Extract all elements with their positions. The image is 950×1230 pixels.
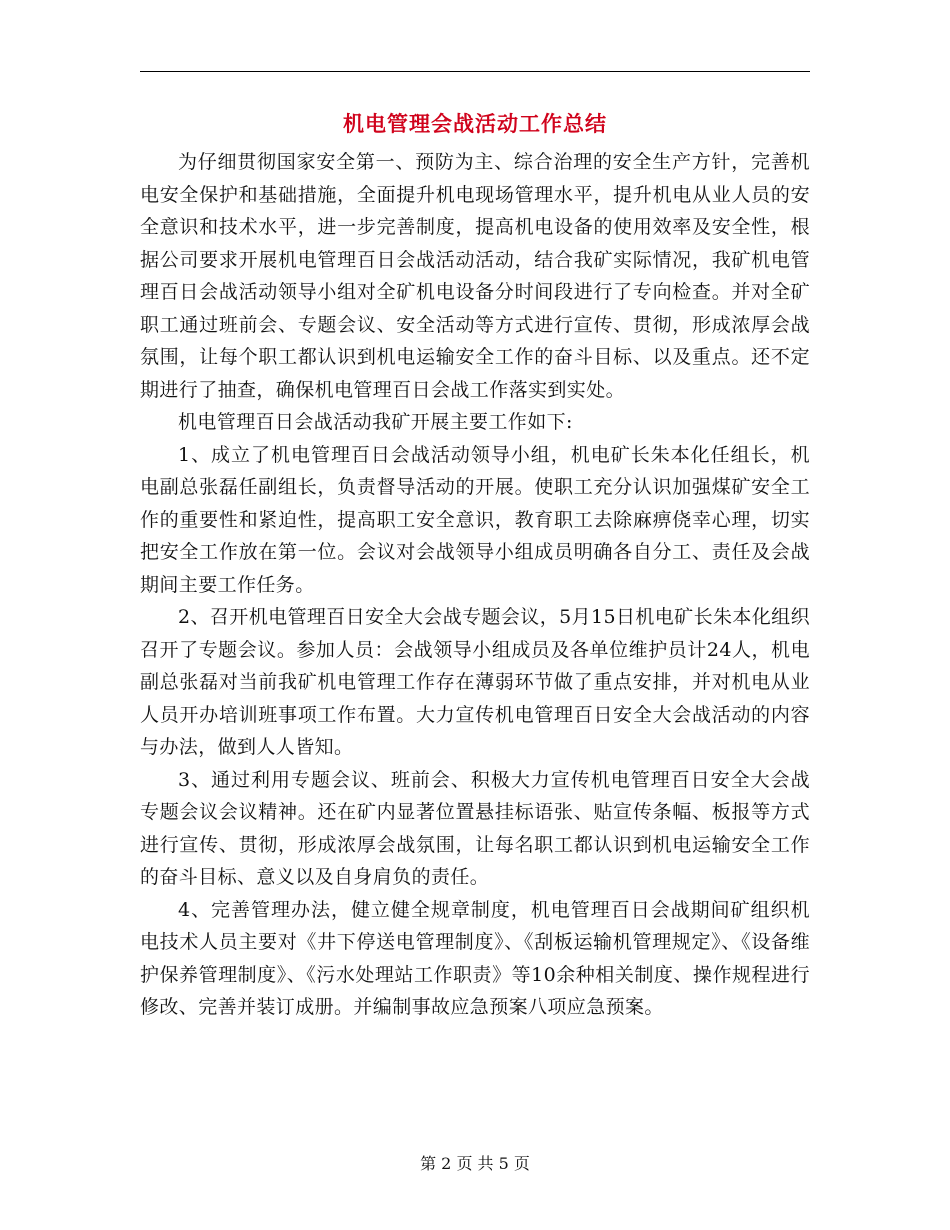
document-title: 机电管理会战活动工作总结: [343, 111, 607, 136]
paragraph-item-4: 4、完善管理办法，健立健全规章制度，机电管理百日会战期间矿组织机电技术人员主要对《井下停送电管理制度》、《刮板运输机管理规定》、《设备维护保养管理制度》、《污水处理站工作职责》等10余种相关制度、操作规程进行修改、完善并装订成册。并编制事故应急预案八项应急预案。: [140, 898, 810, 1018]
page-number-label: 第 2 页 共 5 页: [420, 1154, 530, 1173]
paragraph-work-heading: 机电管理百日会战活动我矿开展主要工作如下:: [178, 411, 573, 433]
document-body: [140, 146, 810, 1024]
page-footer: [0, 1152, 950, 1176]
paragraph-item-2: 2、召开机电管理百日安全大会战专题会议，5月15日机电矿长朱本化组织召开了专题会议。参加人员：会战领导小组成员及各单位维护员计24人，机电副总张磊对当前我矿机电管理工作存在薄弱环节做了重点安排，并对机电从业人员开办培训班事项工作布置。大力宣传机电管理百日安全大会战活动的内容与办法，做到人人皆知。: [140, 606, 810, 758]
paragraph-item-1: 1、成立了机电管理百日会战活动领导小组，机电矿长朱本化任组长，机电副总张磊任副组长，负责督导活动的开展。使职工充分认识加强煤矿安全工作的重要性和紧迫性，提高职工安全意识，教育职工去除麻痹侥幸心理，切实把安全工作放在第一位。会议对会战领导小组成员明确各自分工、责任及会战期间主要工作任务。: [140, 443, 810, 596]
header-rule: [140, 71, 810, 72]
paragraph-item-3: 3、通过利用专题会议、班前会、积极大力宣传机电管理百日安全大会战专题会议会议精神。还在矿内显著位置悬挂标语张、贴宣传条幅、板报等方式进行宣传、贯彻，形成浓厚会战氛围，让每名职工都认识到机电运输安全工作的奋斗目标、意义以及自身肩负的责任。: [140, 768, 810, 888]
paragraph-intro: 为仔细贯彻国家安全第一、预防为主、综合治理的安全生产方针，完善机电安全保护和基础措施，全面提升机电现场管理水平，提升机电从业人员的安全意识和技术水平，进一步完善制度，提高机电设备的使用效率及安全性，根据公司要求开展机电管理百日会战活动活动，结合我矿实际情况，我矿机电管理百日会战活动领导小组对全矿机电设备分时间段进行了专向检查。并对全矿职工通过班前会、专题会议、安全活动等方式进行宣传、贯彻，形成浓厚会战氛围，让每个职工都认识到机电运输安全工作的奋斗目标、以及重点。还不定期进行了抽查，确保机电管理百日会战工作落实到实处。: [140, 151, 810, 401]
